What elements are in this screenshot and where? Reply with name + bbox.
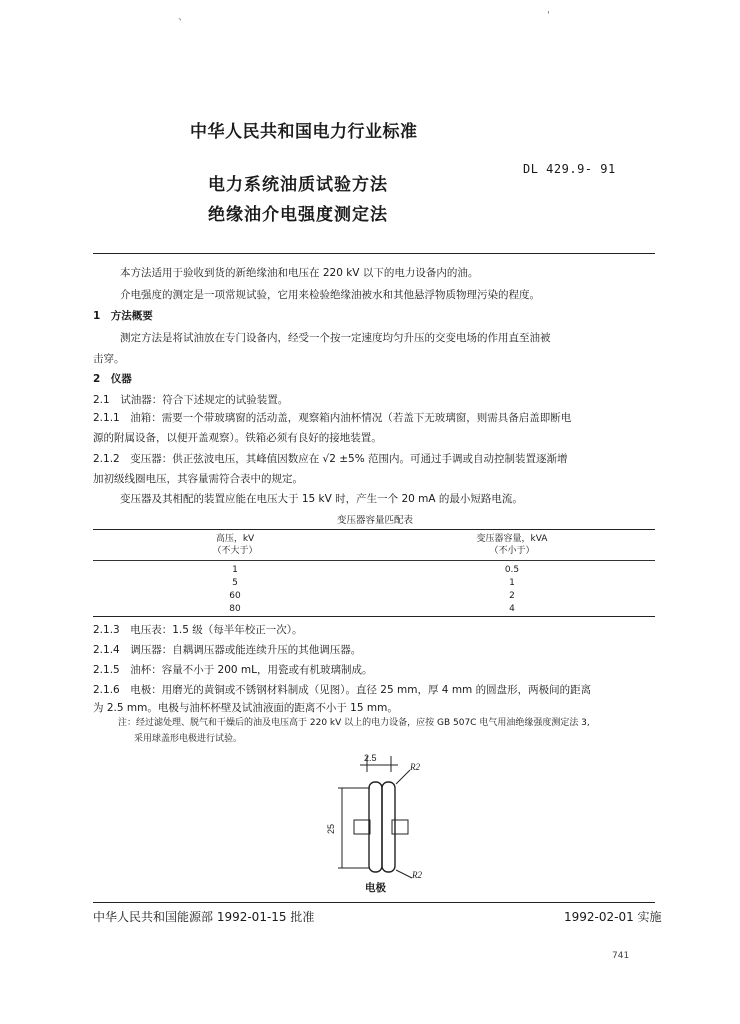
section-2-heading: 2 仪器 xyxy=(93,373,132,385)
table-row-voltage: 5 xyxy=(232,578,238,588)
header-divider xyxy=(93,253,655,254)
clause-2-1: 2.1 试油器：符合下述规定的试验装置。 xyxy=(93,394,289,406)
effective-date: 1992-02-01 实施 xyxy=(564,910,662,924)
table-header-voltage: 高压，kV xyxy=(215,534,255,544)
table-header-capacity: 变压器容量，kVA xyxy=(476,534,548,544)
radius-leader xyxy=(396,870,412,878)
table-row-capacity: 4 xyxy=(509,604,515,614)
radius-bottom-label: R2 xyxy=(412,870,422,880)
table-row-voltage: 80 xyxy=(229,604,241,614)
clause-2-1-2-line1: 2.1.2 变压器：供正弦波电压，其峰值因数应在 √2 ±5% 范围内。可通过手调或自动控制装置逐渐增 xyxy=(93,453,568,465)
organization-title: 中华人民共和国电力行业标准 xyxy=(190,122,418,142)
note-line1: 注：经过滤处理、脱气和干燥后的油及电压高于 220 kV 以上的电力设备，应按 GB 507C 电气用油绝缘强度测定法 3, xyxy=(118,718,590,728)
dimension-height-label: 25 xyxy=(326,823,336,834)
table-header-voltage-sub: （不大于） xyxy=(212,546,258,556)
table-row-capacity: 1 xyxy=(509,578,515,588)
radius-leader xyxy=(396,770,410,784)
table-bottom-rule xyxy=(93,616,655,617)
right-electrode-disc xyxy=(382,782,395,872)
clause-2-1-5: 2.1.5 油杯：容量不小于 200 mL，用瓷或有机玻璃制成。 xyxy=(93,664,373,676)
document-title-line1: 电力系统油质试验方法 xyxy=(208,175,388,195)
section-1-heading: 1 方法概要 xyxy=(93,310,153,322)
approval-statement: 中华人民共和国能源部 1992-01-15 批准 xyxy=(93,910,315,924)
table-row-voltage: 60 xyxy=(229,591,241,601)
clause-2-1-3: 2.1.3 电压表：1.5 级（每半年校正一次）。 xyxy=(93,624,303,636)
clause-2-1-6-line2: 为 2.5 mm。电极与油杯杯壁及试油液面的距离不小于 15 mm。 xyxy=(93,702,398,714)
figure-caption: 电极 xyxy=(365,882,386,894)
table-row-capacity: 2 xyxy=(509,591,515,601)
table-top-rule xyxy=(93,529,655,530)
clause-2-1-2-line3: 变压器及其相配的装置应能在电压大于 15 kV 时，产生一个 20 mA 的最小短路电流。 xyxy=(120,493,523,505)
section-1-body-line2: 击穿。 xyxy=(93,353,125,365)
clause-2-1-6-line1: 2.1.6 电极：用磨光的黄铜或不锈钢材料制成（见图）。直径 25 mm，厚 4 mm 的圆盘形，两极间的距离 xyxy=(93,684,592,696)
electrode-figure xyxy=(320,750,440,890)
standard-code: DL 429.9- 91 xyxy=(523,162,616,176)
clause-2-1-1-line2: 源的附属设备，以便开盖观察）。铁箱必须有良好的接地装置。 xyxy=(93,432,382,444)
clause-2-1-2-line2: 加初级线圈电压，其容量需符合表中的规定。 xyxy=(93,473,303,485)
radius-top-label: R2 xyxy=(410,762,420,772)
table-caption: 变压器容量匹配表 xyxy=(336,515,413,526)
scan-mark: ' xyxy=(547,10,550,21)
clause-2-1-1-line1: 2.1.1 油箱：需要一个带玻璃窗的活动盖，观察箱内油杯情况（若盖下无玻璃窗，则需具备启盖即断电 xyxy=(93,412,572,424)
section-1-body-line1: 测定方法是将试油放在专门设备内，经受一个按一定速度均匀升压的交变电场的作用直至油被 xyxy=(120,332,551,344)
table-header-capacity-sub: （不小于） xyxy=(489,546,535,556)
note-line2: 采用球盖形电极进行试验。 xyxy=(134,734,243,744)
scan-mark: 、 xyxy=(178,12,188,23)
left-shaft xyxy=(354,820,370,834)
clause-2-1-4: 2.1.4 调压器：自耦调压器或能连续升压的其他调压器。 xyxy=(93,644,362,656)
intro-paragraph-1: 本方法适用于验收到货的新绝缘油和电压在 220 kV 以下的电力设备内的油。 xyxy=(120,267,479,279)
intro-paragraph-2: 介电强度的测定是一项常规试验，它用来检验绝缘油被水和其他悬浮物质物理污染的程度。 xyxy=(120,289,540,301)
page-number: 741 xyxy=(612,951,630,961)
table-row-voltage: 1 xyxy=(232,565,238,575)
table-header-rule xyxy=(93,560,655,561)
table-row-capacity: 0.5 xyxy=(504,565,520,575)
footer-divider xyxy=(93,902,655,903)
document-title-line2: 绝缘油介电强度测定法 xyxy=(208,205,388,225)
left-electrode-disc xyxy=(369,782,382,872)
dimension-gap-label: 2.5 xyxy=(364,753,377,763)
